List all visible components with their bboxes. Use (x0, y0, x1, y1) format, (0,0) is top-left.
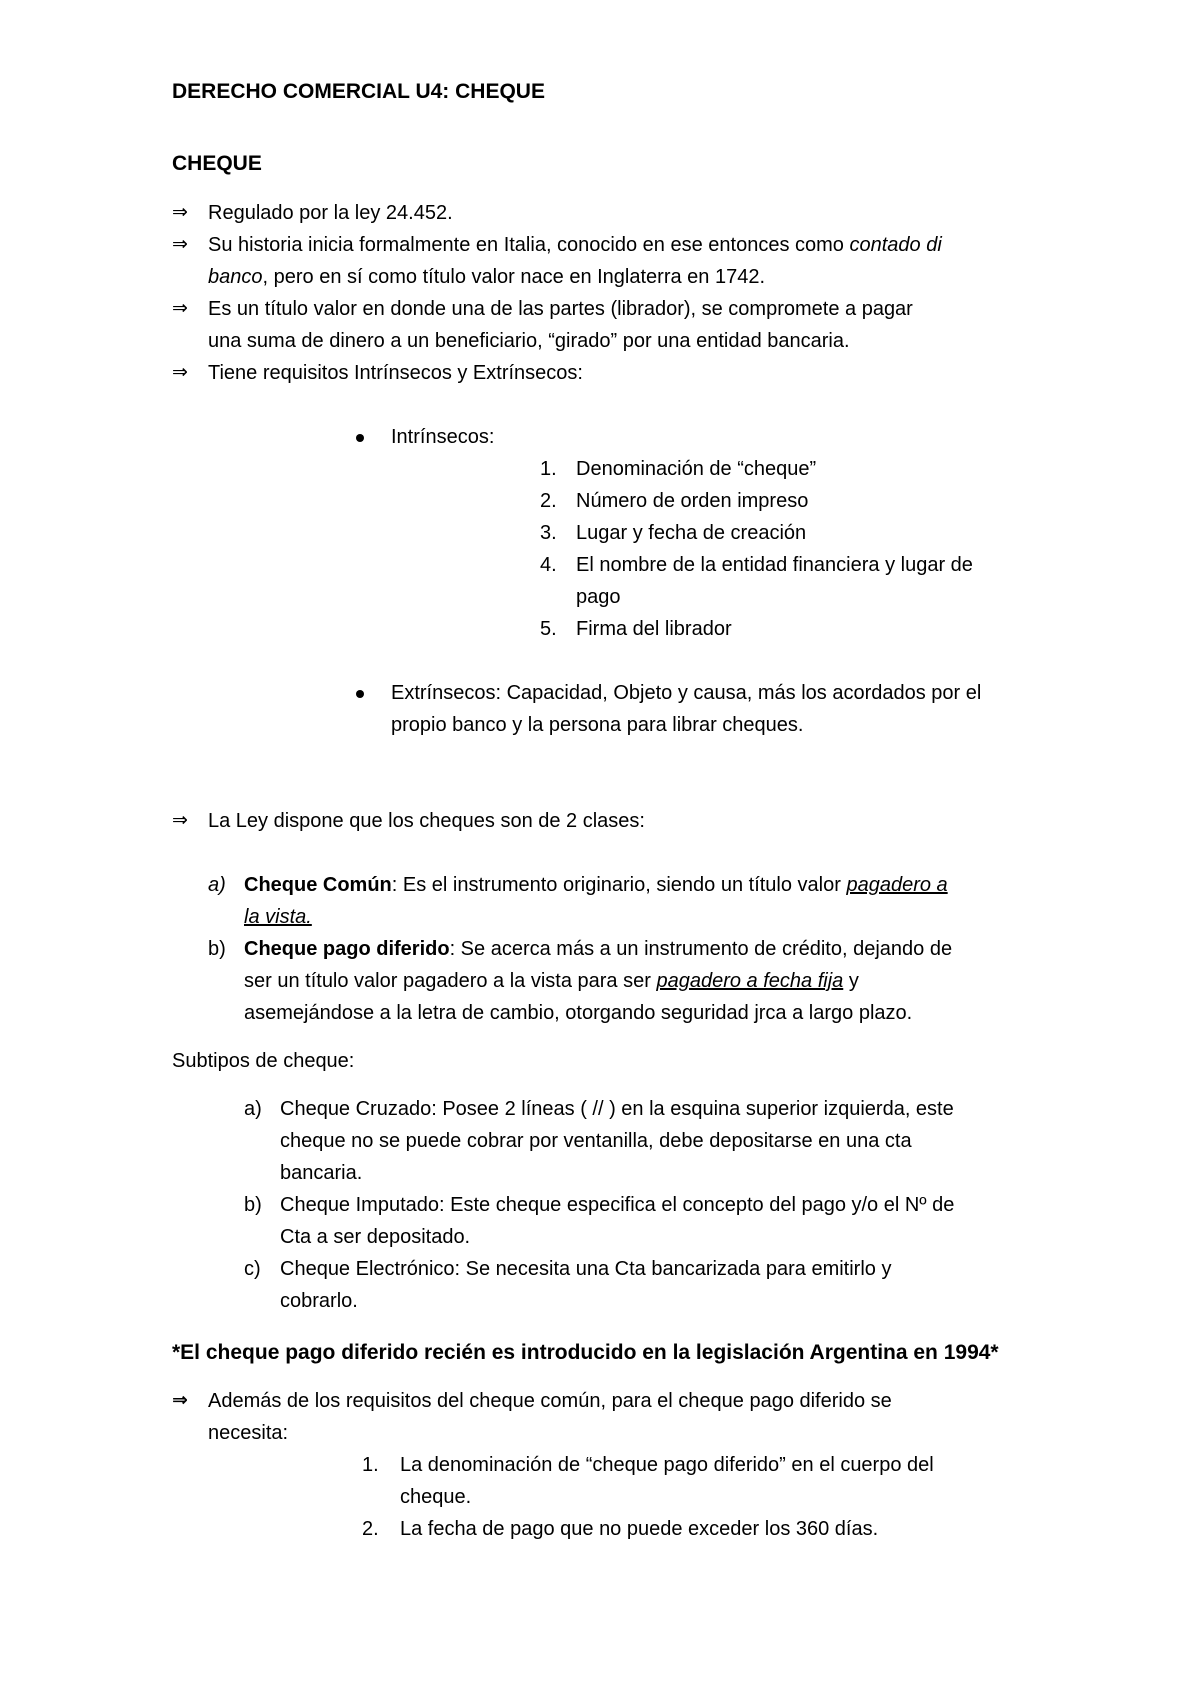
document-title: DERECHO COMERCIAL U4: CHEQUE (172, 80, 545, 103)
arrow-bullet-icon: ⇒ (172, 1390, 188, 1411)
subtipo-text: Cheque Electrónico: Se necesita una Cta bancarizada para emitirlo y (280, 1258, 892, 1280)
emphasis-note: *El cheque pago diferido recién es introducido en la legislación Argentina en 1994* (172, 1341, 999, 1364)
intro-line: Su historia inicia formalmente en Italia, conocido en ese entonces como contado di (208, 234, 942, 256)
list-marker: a) (208, 874, 226, 896)
list-item: La fecha de pago que no puede exceder los 360 días. (400, 1518, 879, 1540)
list-item-continuation: cheque. (400, 1486, 472, 1508)
list-number: 1. (540, 458, 557, 480)
clase-diferido-continuation: asemejándose a la letra de cambio, otorgando seguridad jrca a largo plazo. (244, 1002, 913, 1024)
arrow-bullet-icon: ⇒ (172, 234, 188, 255)
intrinsecos-label: Intrínsecos: (391, 426, 495, 448)
subtipo-text: bancaria. (280, 1162, 363, 1184)
list-marker: b) (244, 1194, 262, 1216)
intro-line: Es un título valor en donde una de las partes (librador), se compromete a pagar (208, 298, 913, 320)
list-number: 3. (540, 522, 557, 544)
extrinsecos-text: Extrínsecos: Capacidad, Objeto y causa, más los acordados por el (391, 682, 982, 704)
arrow-bullet-icon: ⇒ (172, 298, 188, 319)
subtipos-heading: Subtipos de cheque: (172, 1050, 355, 1072)
list-item: Denominación de “cheque” (576, 458, 817, 480)
list-item: Número de orden impreso (576, 490, 809, 512)
bullet-dot-icon (356, 690, 364, 698)
extrinsecos-text: propio banco y la persona para librar cheques. (391, 714, 804, 736)
subtipo-text: Cheque Imputado: Este cheque especifica el concepto del pago y/o el Nº de (280, 1194, 955, 1216)
arrow-bullet-icon: ⇒ (172, 810, 188, 831)
diferido-text: Además de los requisitos del cheque común, para el cheque pago diferido se (208, 1390, 892, 1412)
clases-intro: La Ley dispone que los cheques son de 2 clases: (208, 810, 645, 832)
clase-comun: Cheque Común: Es el instrumento originario, siendo un título valor pagadero a (244, 874, 948, 896)
list-marker: b) (208, 938, 226, 960)
section-heading: CHEQUE (172, 152, 262, 175)
clase-comun-continuation: la vista. (244, 906, 312, 928)
subtipo-text: cheque no se puede cobrar por ventanilla, debe depositarse en una cta (280, 1130, 912, 1152)
clase-diferido-continuation: ser un título valor pagadero a la vista para ser pagadero a fecha fija y (244, 970, 859, 992)
list-marker: a) (244, 1098, 262, 1120)
clase-diferido: Cheque pago diferido: Se acerca más a un instrumento de crédito, dejando de (244, 938, 953, 960)
diferido-text: necesita: (208, 1422, 289, 1444)
list-number: 2. (362, 1518, 379, 1540)
arrow-bullet-icon: ⇒ (172, 362, 188, 383)
intro-line: Regulado por la ley 24.452. (208, 202, 453, 224)
arrow-bullet-icon: ⇒ (172, 202, 188, 223)
subtipo-text: Cheque Cruzado: Posee 2 líneas ( // ) en la esquina superior izquierda, este (280, 1098, 954, 1120)
subtipo-text: cobrarlo. (280, 1290, 358, 1312)
list-item: El nombre de la entidad financiera y lugar de (576, 554, 973, 576)
intro-line: Tiene requisitos Intrínsecos y Extrínsecos: (208, 362, 583, 384)
list-number: 2. (540, 490, 557, 512)
list-number: 5. (540, 618, 557, 640)
list-marker: c) (244, 1258, 261, 1280)
subtipo-text: Cta a ser depositado. (280, 1226, 471, 1248)
list-number: 4. (540, 554, 557, 576)
list-number: 1. (362, 1454, 379, 1476)
bullet-dot-icon (356, 434, 364, 442)
list-item: Lugar y fecha de creación (576, 522, 807, 544)
list-item-continuation: pago (576, 586, 621, 608)
list-item: La denominación de “cheque pago diferido” en el cuerpo del (400, 1454, 934, 1476)
intro-line: banco, pero en sí como título valor nace en Inglaterra en 1742. (208, 266, 766, 288)
list-item: Firma del librador (576, 618, 732, 640)
intro-line: una suma de dinero a un beneficiario, “girado” por una entidad bancaria. (208, 330, 850, 352)
